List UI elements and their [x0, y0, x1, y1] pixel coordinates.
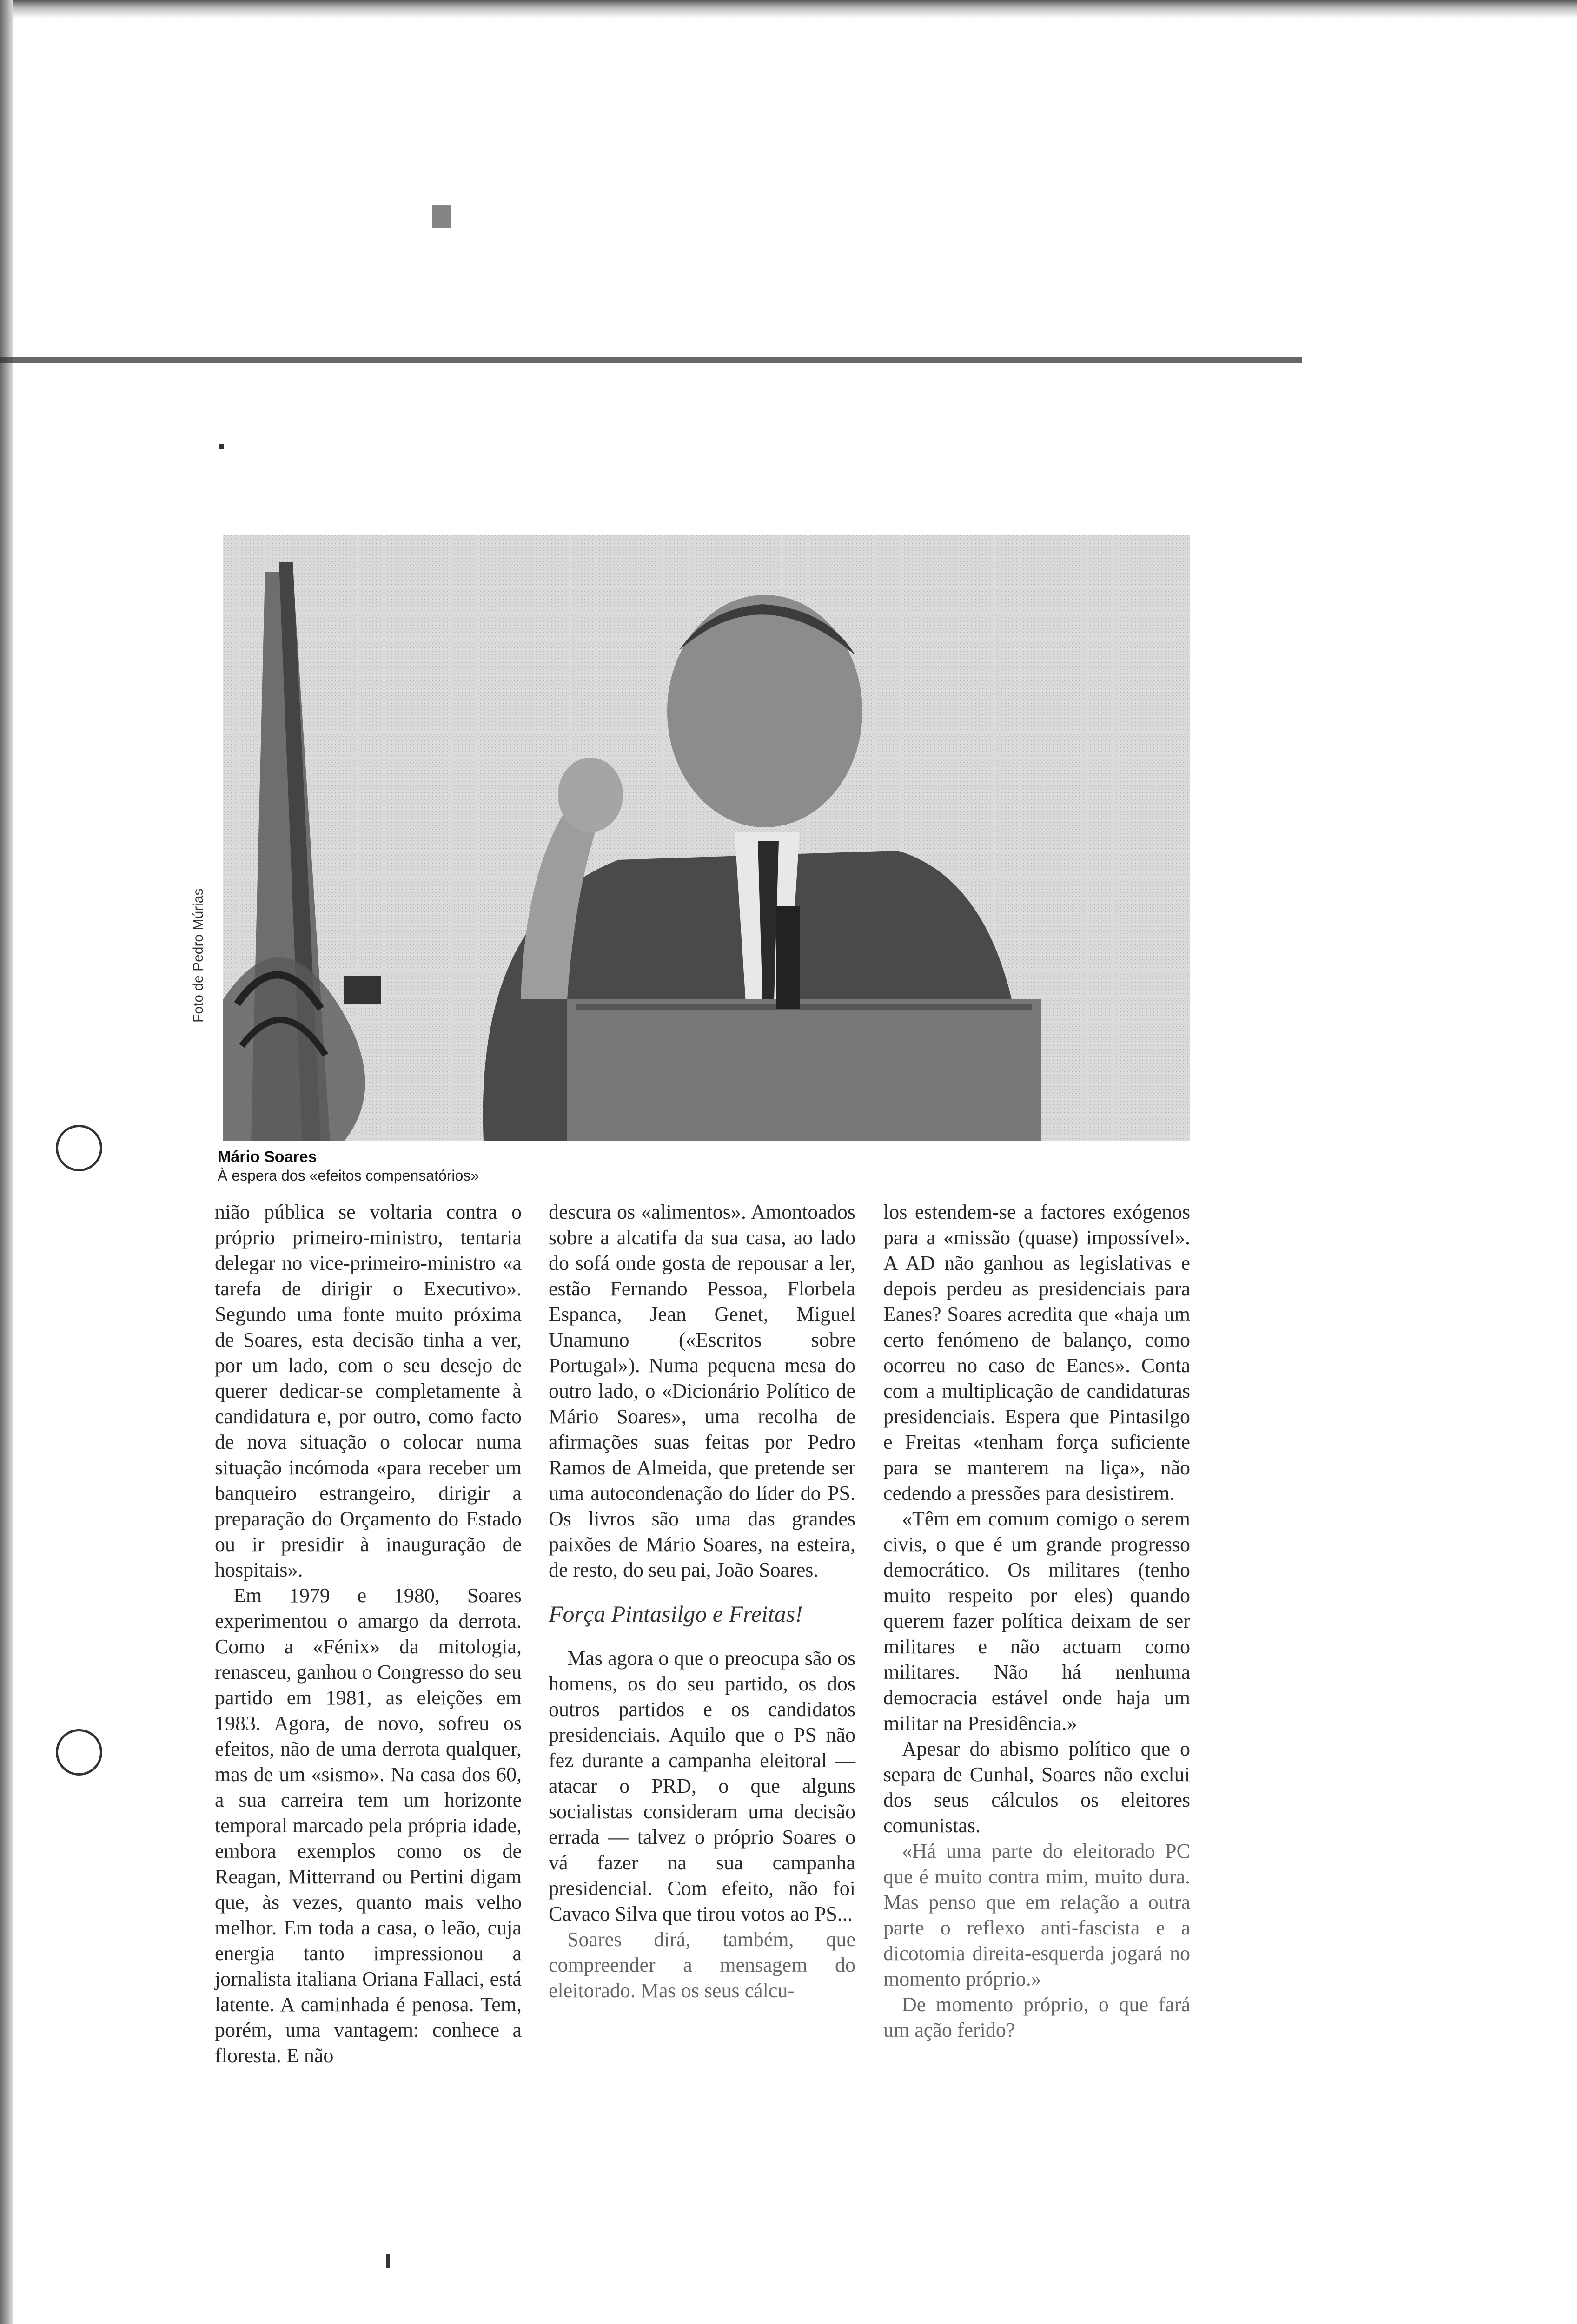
photo-caption [218, 1148, 543, 1184]
portrait-photo [223, 535, 1190, 1141]
paragraph: «Há uma parte do eleitorado PC que é muito contra mim, muito dura. Mas penso que em relação a outra parte o reflexo anti-fascista e a dicotomia direita-esquerda jogará no momento próprio.» [883, 1840, 1190, 1990]
paragraph: nião pública se voltaria contra o próprio primeiro-ministro, tentaria delegar no vice-primeiro-ministro «a tarefa de dirigir o Executivo». Segundo uma fonte muito próxima de Soares, esta decisão tinha a ver, por um lado, com o seu desejo de querer dedicar-se completamente à candidatura e, por outro, como facto de nova situação o colocar numa situação incómoda «para receber um banqueiro estrangeiro, dirigir a preparação do Orçamento do Estado ou ir presidir à inauguração de hospitais». [215, 1201, 522, 1581]
binder-hole [56, 1729, 102, 1776]
scan-speck [432, 205, 451, 228]
scan-speck [219, 444, 224, 449]
paragraph: los estendem-se a factores exógenos para a «missão (quase) impossível». A AD não ganhou as legislativas e depois perdeu as presidenciais para Eanes? Soares acredita que «haja um certo fenómeno de balanço, como ocorreu no caso de Eanes». Conta com a multiplicação de candidaturas presidenciais. Espera que Pintasilgo e Freitas «tenham força suficiente para se manterem na liça», não cedendo a pressões para desistirem. [883, 1201, 1190, 1505]
caption-name: Mário Soares [218, 1148, 317, 1166]
paragraph: Soares dirá, também, que compreender a mensagem do eleitorado. Mas os seus cálcu- [549, 1928, 855, 2002]
photo-credit: Foto de Pedro Múrias [191, 888, 206, 1023]
paragraph: Mas agora o que o preocupa são os homens, os do seu partido, os dos outros partidos e os candidatos presidenciais. Aquilo que o PS não fez durante a campanha eleitoral — atacar o PRD, o que alguns socialistas consideram uma decisão errada — talvez o próprio Soares o vá fazer na sua campanha presidencial. Com efeito, não foi Cavaco Silva que tirou votos ao PS... [549, 1647, 855, 1925]
binder-hole [56, 1125, 102, 1171]
scan-edge-left [0, 0, 13, 2324]
section-subheading: Força Pintasilgo e Freitas! [549, 1601, 803, 1627]
article-column-3 [883, 1199, 1190, 2043]
cut-line [0, 357, 1302, 363]
paragraph: descura os «alimentos». Amontoados sobre a alcatifa da sua casa, ao lado do sofá onde gosta de repousar a ler, estão Fernando Pessoa, Florbela Espanca, Jean Genet, Miguel Unamuno («Escritos sobre Portugal»). Numa pequena mesa do outro lado, o «Dicionário Político de Mário Soares», uma recolha de afirmações suas feitas por Pedro Ramos de Almeida, que pretende ser uma autocondenação do líder do PS. Os livros são uma das grandes paixões de Mário Soares, na esteira, de resto, do seu pai, João Soares. [549, 1201, 855, 1581]
paragraph: «Têm em comum comigo o serem civis, o que é um grande progresso democrático. Os militares (tenho muito respeito por eles) quando querem fazer política deixam de ser militares e não actuam como militares. Não há nenhuma democracia estável onde haja um militar na Presidência.» [883, 1507, 1190, 1735]
article-column-1 [215, 1199, 522, 2068]
paragraph: De momento próprio, o que fará um ação ferido? [883, 1993, 1190, 2041]
caption-text: À espera dos «efeitos compensatórios» [218, 1167, 479, 1184]
scan-edge-top [0, 0, 1577, 19]
article-column-2 [549, 1199, 855, 2003]
paragraph: Em 1979 e 1980, Soares experimentou o amargo da derrota. Como a «Fénix» da mitologia, renasceu, ganhou o Congresso do seu partido em 1981, as eleições em 1983. Agora, de novo, sofreu os efeitos, não de uma derrota qualquer, mas de um «sismo». Na casa dos 60, a sua carreira tem um horizonte temporal marcado pela própria idade, embora exemplos como os de Reagan, Mitterrand ou Pertini digam que, às vezes, quanto mais velho melhor. Em toda a casa, o leão, cuja energia tanto impressionou a jornalista italiana Oriana Fallaci, está latente. A caminhada é penosa. Tem, porém, uma vantagem: conhece a floresta. E não [215, 1584, 522, 2067]
scan-speck [386, 2254, 390, 2268]
paragraph: Apesar do abismo político que o separa de Cunhal, Soares não exclui dos seus cálculos os eleitores comunistas. [883, 1737, 1190, 1837]
